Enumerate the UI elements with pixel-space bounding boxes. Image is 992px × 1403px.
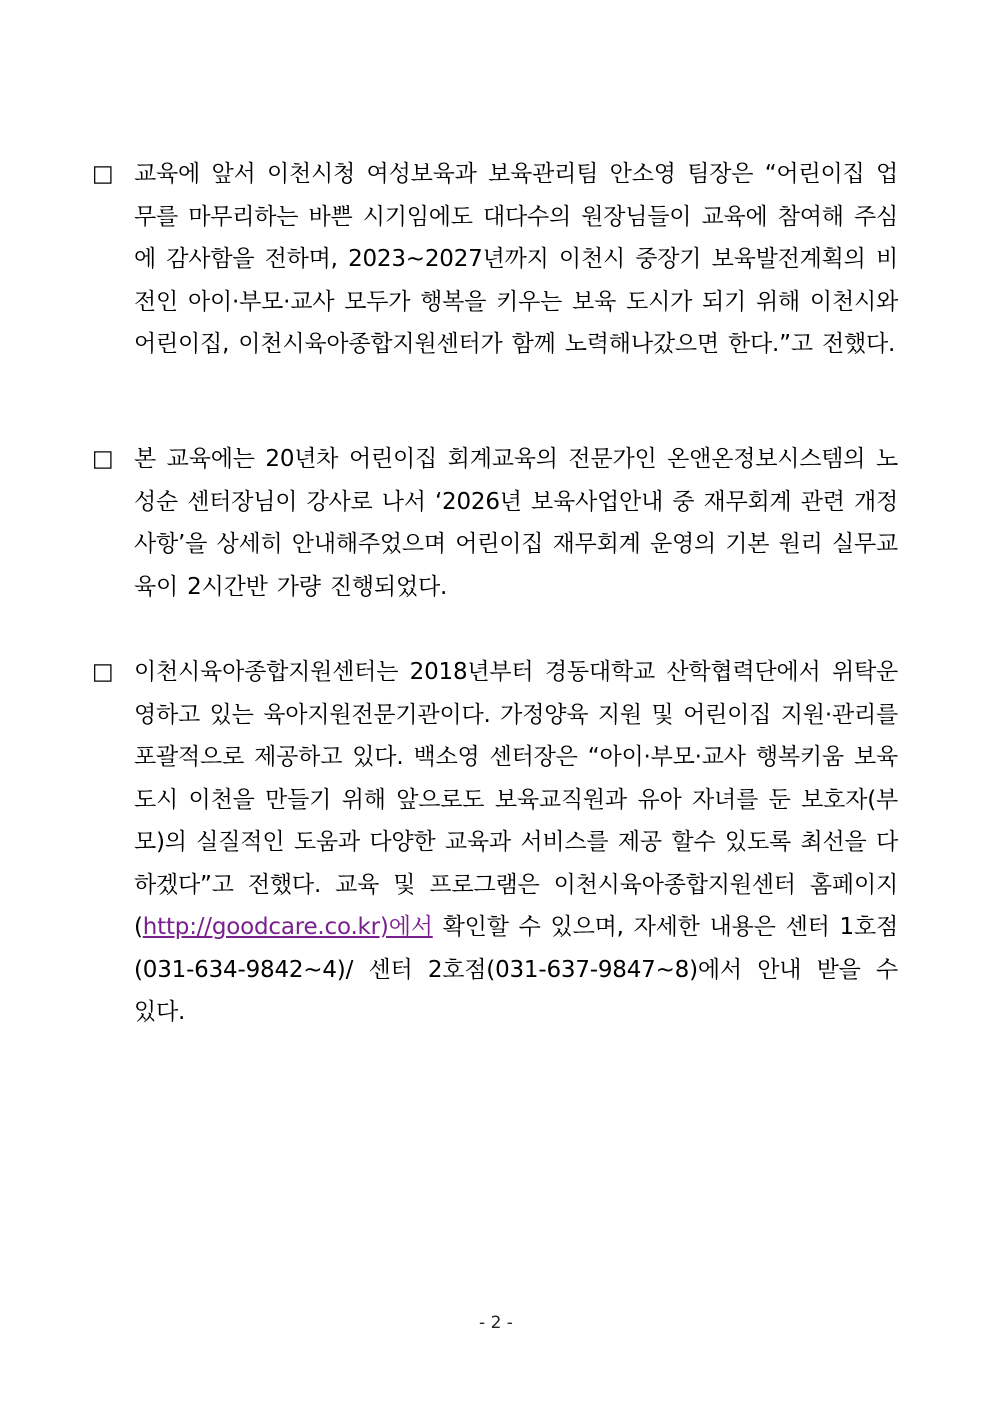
checkbox-bullet-icon: □ xyxy=(92,161,114,187)
paragraph-3-text-before-link: 이천시육아종합지원센터는 2018년부터 경동대학교 산학협력단에서 위탁운영하고 있는 육아지원전문기관이다. 가정양육 지원 및 어린이집 지원·관리를 포괄적으로 제공하고 있다. 백소영 센터장은 “아이·부모·교사 행복키움 보육도시 이천을 만들기 위해 앞으로도 보육교직원과 유아 자녀를 둔 보호자(부모)의 실질적인 도움과 다양한 교육과 서비스를 제공 할수 있도록 최선을 다하겠다”고 전했다. 교육 및 프로그램은 이천시육아종합지원센터 홈페이지( xyxy=(134,659,898,940)
paragraph-3-text-after-link: 확인할 수 있으며, 자세한 내용은 센터 1호점(031-634-9842~4)/ 센터 2호점(031-637-9847~8)에서 안내 받을 수 있다. xyxy=(134,914,898,1025)
page-number: - 2 - xyxy=(479,1313,513,1333)
paragraph-1-text: 교육에 앞서 이천시청 여성보육과 보육관리팀 안소영 팀장은 “어린이집 업무를 마무리하는 바쁜 시기임에도 대다수의 원장님들이 교육에 참여해 주심에 감사함을 전하며, 2023~2027년까지 이천시 중장기 보육발전계획의 비전인 아이·부모·교사 모두가 행복을 키우는 보육 도시가 되기 위해 이천시와 어린이집, 이천시육아종합지원센터가 함께 노력해나갔으면 한다.”고 전했다. xyxy=(134,161,898,357)
checkbox-bullet-icon: □ xyxy=(92,446,114,472)
paragraph-1 xyxy=(92,153,898,366)
homepage-link[interactable]: http://goodcare.co.kr)에서 xyxy=(142,914,433,940)
checkbox-bullet-icon: □ xyxy=(92,659,114,685)
paragraph-3-text xyxy=(134,651,898,1034)
paragraph-2-text: 본 교육에는 20년차 어린이집 회계교육의 전문가인 온앤온정보시스템의 노성순 센터장님이 강사로 나서 ‘2026년 보육사업안내 중 재무회계 관련 개정사항’을 상세히 안내해주었으며 어린이집 재무회계 운영의 기본 원리 실무교육이 2시간반 가량 진행되었다. xyxy=(134,446,898,600)
paragraph-2 xyxy=(92,438,898,608)
paragraph-3 xyxy=(92,651,898,1034)
